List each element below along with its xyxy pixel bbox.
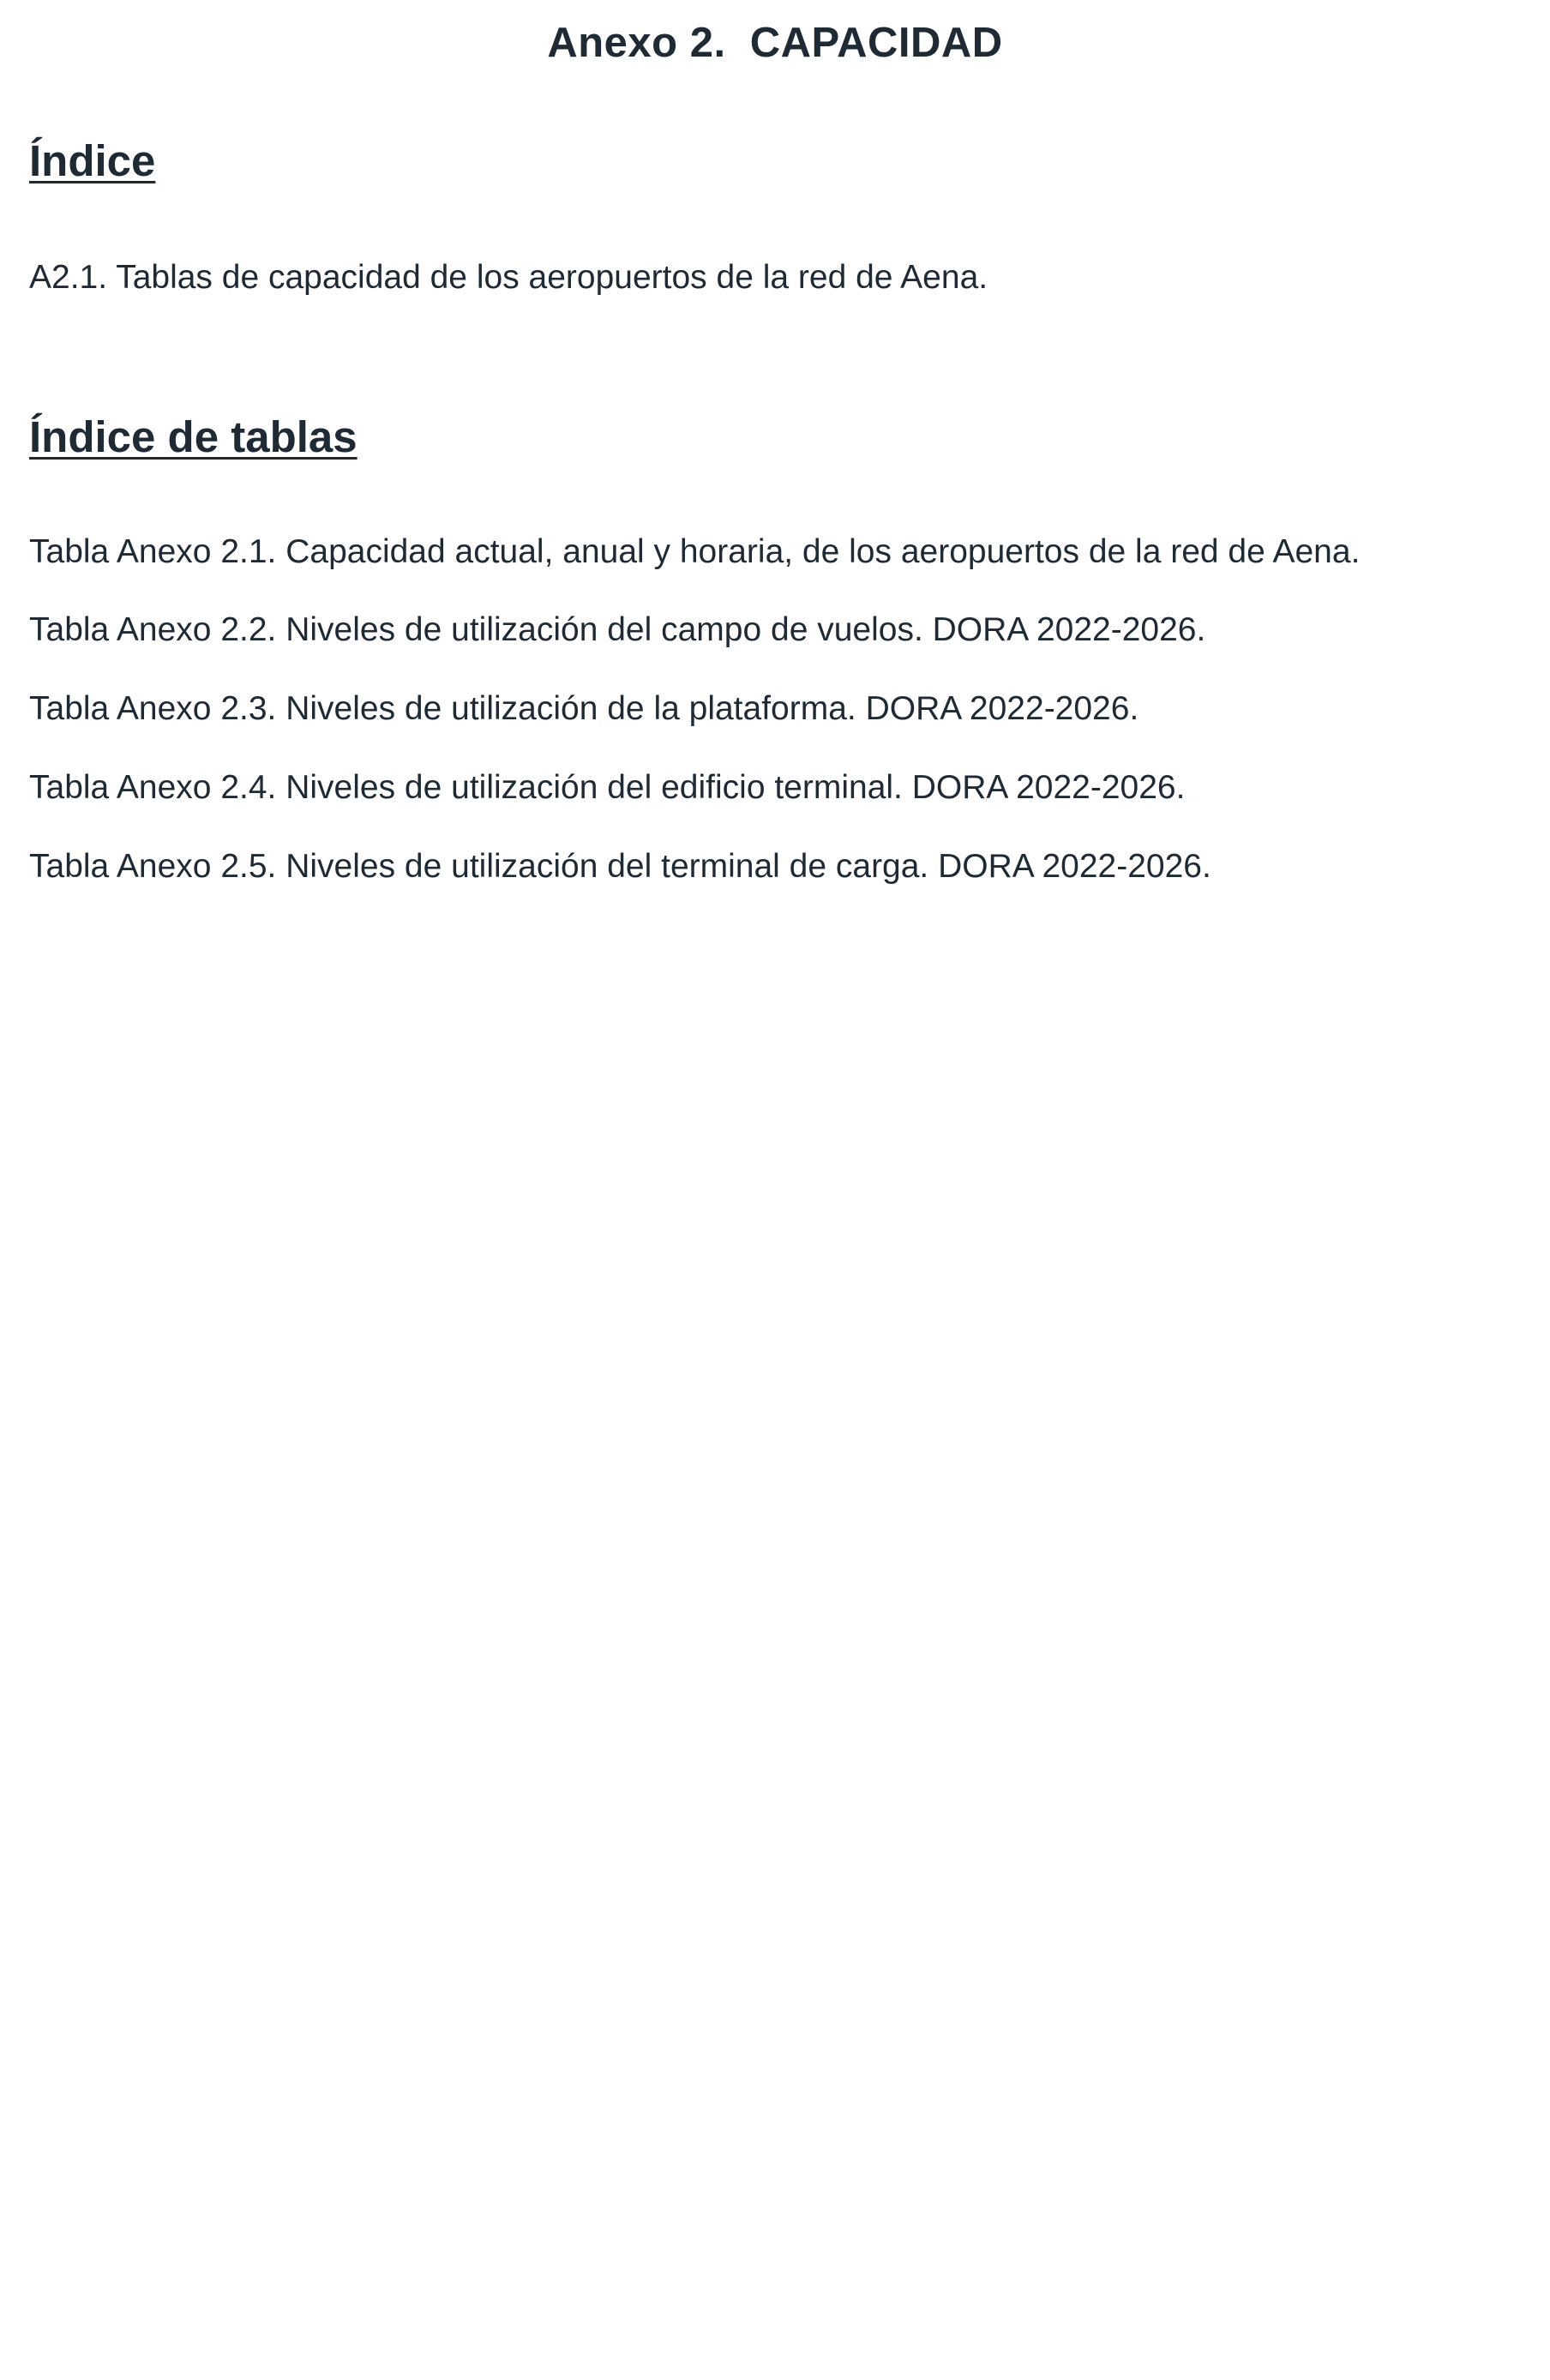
table-index-entry: Tabla Anexo 2.5. Niveles de utilización del terminal de carga. DORA 2022-2026. (29, 848, 1211, 885)
table-index-entry: Tabla Anexo 2.4. Niveles de utilización del edificio terminal. DORA 2022-2026. (29, 769, 1186, 806)
table-index-heading: Índice de tablas (29, 412, 357, 461)
index-entry: A2.1. Tablas de capacidad de los aeropuertos de la red de Aena. (29, 259, 988, 296)
document-title: Anexo 2. CAPACIDAD (547, 20, 1003, 66)
table-index-entry: Tabla Anexo 2.1. Capacidad actual, anual y horaria, de los aeropuertos de la red de Aena. (29, 533, 1361, 570)
table-index-entry: Tabla Anexo 2.3. Niveles de utilización de la plataforma. DORA 2022-2026. (29, 690, 1139, 727)
index-heading: Índice (29, 136, 156, 185)
table-index-entry: Tabla Anexo 2.2. Niveles de utilización del campo de vuelos. DORA 2022-2026. (29, 611, 1206, 648)
